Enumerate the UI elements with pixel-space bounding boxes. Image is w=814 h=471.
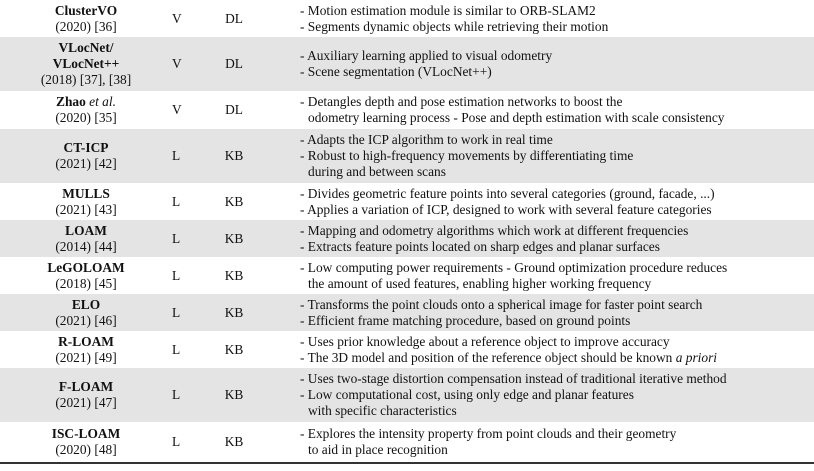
- table-row: [0, 368, 814, 422]
- sensor-type: L: [172, 434, 181, 449]
- method-name: R-LOAM: [58, 333, 114, 349]
- method-name: ClusterVO: [54, 2, 118, 18]
- year-ref: (2020) [36]: [55, 18, 117, 34]
- sensor-type: V: [172, 37, 198, 91]
- approach: DL: [225, 102, 243, 117]
- approach: KB: [198, 368, 300, 422]
- method-name-cell: [0, 294, 172, 331]
- method-name-cell: [0, 37, 172, 91]
- year-ref: (2018) [37], [38]: [40, 72, 132, 87]
- description: - Adapts the ICP algorithm to work in real time - Robust to high-frequency movements by differentiating time during and between scans: [300, 129, 814, 183]
- description: - Auxiliary learning applied to visual odometry - Scene segmentation (VLocNet++): [300, 37, 814, 91]
- year-ref: (2021) [43]: [55, 201, 117, 217]
- table-row: [0, 294, 814, 331]
- description: - Uses prior knowledge about a reference object to improve accuracy - The 3D model and position of the reference object should be known a priori: [300, 333, 717, 365]
- method-name: LeGOLOAM: [47, 259, 125, 275]
- year-ref: (2021) [49]: [55, 349, 117, 365]
- table-row: [0, 220, 814, 257]
- approach: KB: [198, 129, 300, 183]
- method-name: F-LOAM: [58, 379, 114, 394]
- description: - Transforms the point clouds onto a spherical image for faster point search - Efficient frame matching procedure, based on ground points: [300, 294, 814, 331]
- sensor-type: L: [172, 193, 181, 209]
- description: - Motion estimation module is similar to ORB-SLAM2 - Segments dynamic objects while retrieving their motion: [300, 2, 609, 34]
- method-name-cell: [0, 0, 172, 37]
- table-row: [0, 37, 814, 91]
- table-row: [0, 183, 814, 220]
- method-name: MULLS: [62, 185, 110, 201]
- method-name: VLocNet/: [58, 40, 114, 55]
- year-ref: (2021) [42]: [55, 156, 117, 171]
- year-ref: (2014) [44]: [55, 238, 117, 254]
- method-name-cell: [0, 331, 172, 368]
- approach: KB: [198, 294, 300, 331]
- table-row: [0, 91, 814, 129]
- year-ref: (2020) [35]: [55, 110, 117, 125]
- method-name: CT-ICP: [63, 140, 109, 155]
- table-row: [0, 129, 814, 183]
- year-ref: (2021) [46]: [55, 312, 117, 328]
- sensor-type: L: [172, 267, 181, 283]
- year-ref: (2018) [45]: [55, 275, 117, 291]
- year-ref: (2020) [48]: [55, 442, 117, 457]
- sensor-type: V: [172, 102, 182, 117]
- method-name-cell: [0, 91, 172, 129]
- approach: DL: [198, 37, 300, 91]
- method-name: LOAM: [65, 222, 107, 238]
- et-al: et al.: [89, 94, 116, 109]
- approach: KB: [224, 267, 244, 283]
- approach: DL: [225, 10, 243, 26]
- sensor-type: L: [172, 341, 181, 357]
- sensor-type: L: [172, 368, 198, 422]
- method-name-cell: [0, 129, 172, 183]
- description: - Mapping and odometry algorithms which work at different frequencies - Extracts feature points located on sharp edges and planar surfaces: [300, 220, 814, 257]
- description: - Low computing power requirements - Ground optimization procedure reduces the amount of used features, enabling higher working frequency: [300, 259, 728, 291]
- method-name: ISC-LOAM: [51, 426, 121, 441]
- table-row: [0, 257, 814, 294]
- description: - Explores the intensity property from point clouds and their geometry to aid in place recognition: [300, 426, 677, 457]
- sensor-type: L: [172, 294, 198, 331]
- table-row: [0, 0, 814, 37]
- method-name-cell: [0, 368, 172, 422]
- approach: KB: [224, 434, 244, 449]
- method-name-cell: [0, 220, 172, 257]
- sensor-type: V: [172, 10, 182, 26]
- method-name-cell: [0, 257, 172, 294]
- method-name: Zhao: [56, 94, 86, 109]
- method-name: ELO: [71, 296, 101, 312]
- approach: KB: [224, 341, 244, 357]
- approach: KB: [224, 193, 244, 209]
- approach: KB: [198, 220, 300, 257]
- italic-term: a priori: [675, 349, 717, 365]
- year-ref: (2021) [47]: [55, 395, 117, 410]
- sensor-type: L: [172, 129, 198, 183]
- table-row: [0, 422, 814, 463]
- description: - Detangles depth and pose estimation networks to boost the odometry learning process - Pose and depth estimation with scale consistency: [300, 94, 725, 125]
- description: - Uses two-stage distortion compensation instead of traditional iterative method - Low computational cost, using only edge and planar features with specific characteristics: [300, 368, 814, 422]
- method-name: VLocNet++: [52, 56, 120, 71]
- method-name-cell: [0, 422, 172, 463]
- table-row: [0, 331, 814, 368]
- description: - Divides geometric feature points into several categories (ground, facade, ...) - Applies a variation of ICP, designed to work with several feature categories: [300, 185, 715, 217]
- sensor-type: L: [172, 220, 198, 257]
- method-name-cell: [0, 183, 172, 220]
